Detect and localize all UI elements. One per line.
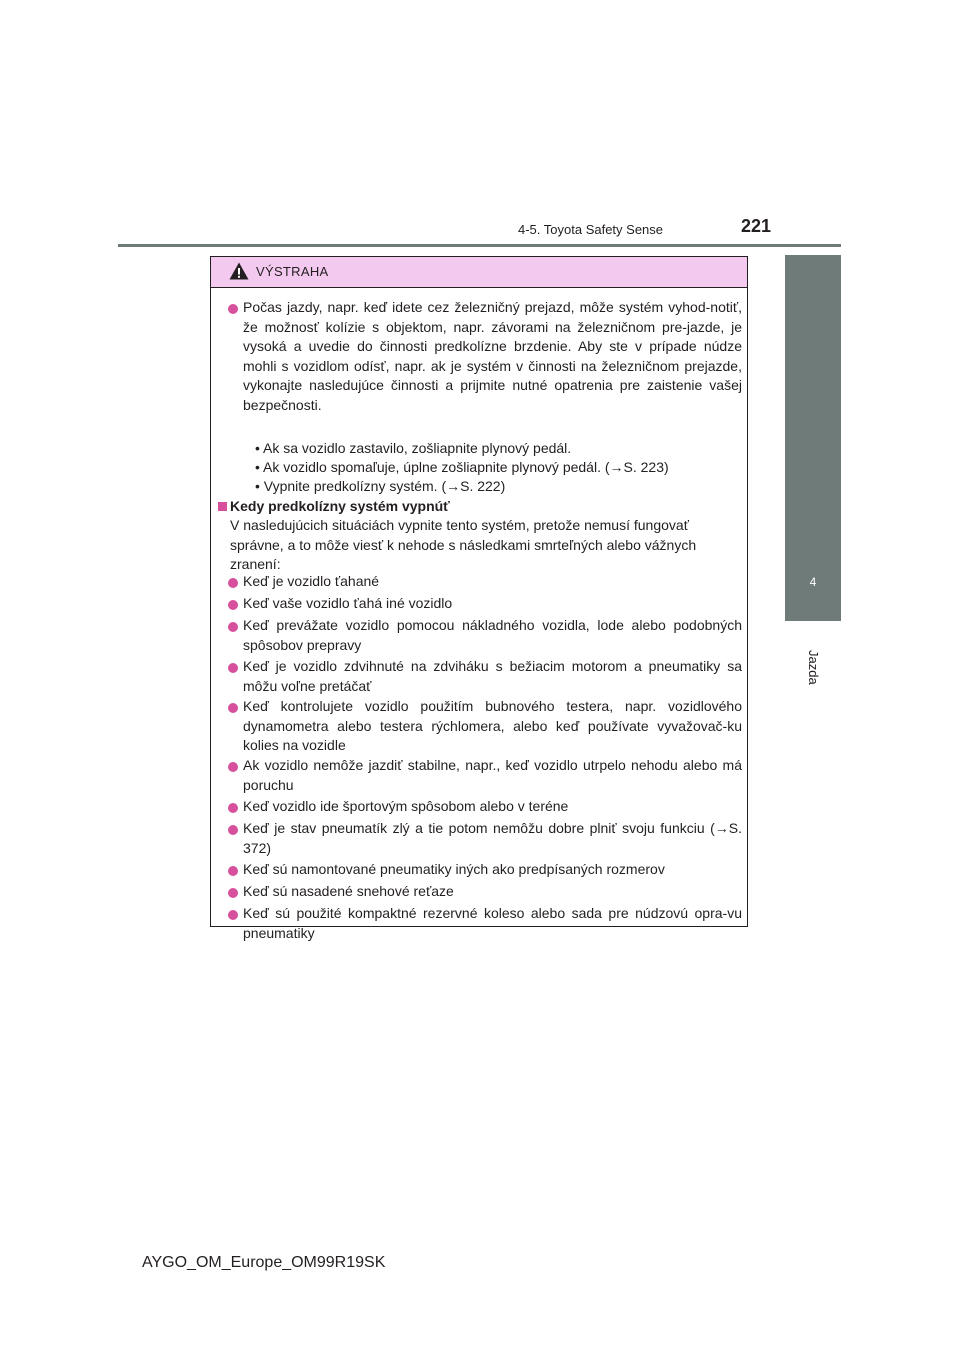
list-item: Keď sú použité kompaktné rezervné koleso alebo sada pre núdzovú opra-vu pneumatiky xyxy=(243,905,742,941)
list-item: Ak vozidlo nemôže jazdiť stabilne, napr., keď vozidlo utrpelo nehodu alebo má poruchu xyxy=(243,757,742,793)
sub-item: • Ak vozidlo spomaľuje, úplne zošliapnite plynový pedál. (→S. 223) xyxy=(255,459,669,475)
page-number: 221 xyxy=(741,216,772,236)
bullet-dot-icon xyxy=(228,762,238,772)
header-rule xyxy=(118,244,841,247)
chapter-tab xyxy=(785,255,841,621)
bullet-dot-icon xyxy=(228,663,238,673)
list-item: Keď vaše vozidlo ťahá iné vozidlo xyxy=(243,595,453,611)
list-item: Keď vozidlo ide športovým spôsobom alebo v teréne xyxy=(243,798,569,814)
chapter-label: Jazda xyxy=(806,650,821,685)
section-title: Kedy predkolízny systém vypnúť xyxy=(230,498,450,514)
section-text: V nasledujúcich situáciách vypnite tento systém, pretože nemusí fungovať správne, a to môže viesť k nehode s následkami smrteľných alebo vážnych zranení: xyxy=(230,517,697,572)
warning-title: VÝSTRAHA xyxy=(256,264,329,279)
bullet-dot-icon xyxy=(228,803,238,813)
warning-box xyxy=(210,256,748,941)
warning-header xyxy=(211,257,747,288)
bullet-dot-icon xyxy=(228,825,238,835)
header-section-title: 4-5. Toyota Safety Sense xyxy=(518,222,664,237)
list-item: Keď prevážate vozidlo pomocou nákladného vozidla, lode alebo podobných spôsobov prepravy xyxy=(243,617,742,653)
list-item: Keď je stav pneumatík zlý a tie potom nemôžu dobre plniť svoju funkciu (→S. 372) xyxy=(243,820,742,856)
list-item: Keď sú nasadené snehové reťaze xyxy=(243,883,454,899)
list-item: Keď je vozidlo zdvihnuté na zdviháku s bežiacim motorom a pneumatiky sa môžu voľne pretáčať xyxy=(243,658,742,694)
bullet-dot-icon xyxy=(228,866,238,876)
warning-triangle-icon xyxy=(229,262,249,280)
list-item: Keď kontrolujete vozidlo použitím bubnového testera, napr. vozidlového dynamometra alebo testera rýchlomera, alebo keď používate vyvažovač-ku kolies na vozidle xyxy=(243,698,742,753)
section-square-icon xyxy=(218,502,227,511)
list-item: Keď sú namontované pneumatiky iných ako predpísaných rozmerov xyxy=(243,861,665,877)
sub-item: • Vypnite predkolízny systém. (→S. 222) xyxy=(255,478,506,494)
bullet-dot-icon xyxy=(228,304,238,314)
bullet-dot-icon xyxy=(228,578,238,588)
chapter-number: 4 xyxy=(809,575,817,589)
sub-item: • Ak sa vozidlo zastavilo, zošliapnite plynový pedál. xyxy=(255,440,572,456)
bullet-dot-icon xyxy=(228,888,238,898)
footer-doc-id: AYGO_OM_Europe_OM99R19SK xyxy=(142,1254,386,1271)
bullet-dot-icon xyxy=(228,622,238,632)
bullet-dot-icon xyxy=(228,910,238,920)
list-item: Keď je vozidlo ťahané xyxy=(243,573,380,589)
bullet-dot-icon xyxy=(228,600,238,610)
warning-intro-text: Počas jazdy, napr. keď idete cez železničný prejazd, môže systém vyhod-notiť, že možnosť kolízie s objektom, napr. závorami na železničnom pre-jazde, je vysoká a uvedie do činnosti predkolízne brzdenie. Aby ste v prípade núdze mohli s vozidlom odísť, napr. ak je systém v činnosti na železničnom prejazde, vykonajte nasledujúce činnosti a prijmite nutné opatrenia pre zaistenie vašej bezpečnosti. xyxy=(243,299,742,413)
bullet-dot-icon xyxy=(228,703,238,713)
